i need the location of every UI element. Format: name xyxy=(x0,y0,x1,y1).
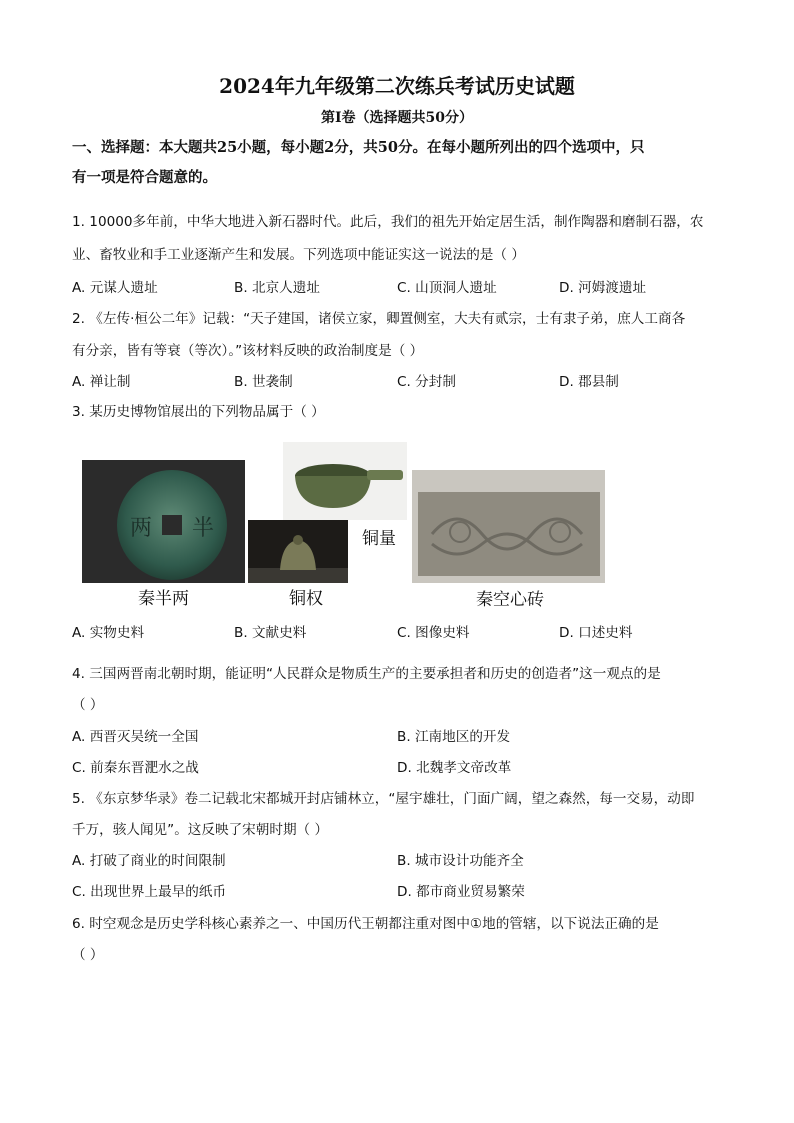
question-5-line-2: 千万，骇人闻见”。这反映了宋朝时期（ ） xyxy=(72,822,329,838)
question-1-line-1: 1. 10000多年前，中华大地进入新石器时代。此后，我们的祖先开始定居生活，制作陶器和磨制石器，农 xyxy=(72,214,704,230)
brick-illustration xyxy=(412,470,605,583)
page-subtitle: 第Ⅰ卷（选择题共50分） xyxy=(320,110,474,126)
measure-photo xyxy=(283,442,407,520)
weight-caption: 铜权 xyxy=(289,589,323,609)
question-1-line-2: 业、畜牧业和手工业逐渐产生和发展。下列选项中能证实这一说法的是（ ） xyxy=(72,247,525,263)
question-1-option-c: C. 山顶洞人遗址 xyxy=(397,280,497,296)
question-5-line-1: 5. 《东京梦华录》卷二记载北宋都城开封店铺林立，“屋宇雄壮，门面广阔，望之森然，每一交易，动即 xyxy=(72,791,695,807)
svg-text:半: 半 xyxy=(192,516,215,541)
question-1-option-b: B. 北京人遗址 xyxy=(234,280,320,296)
question-1-option-d: D. 河姆渡遗址 xyxy=(559,280,647,296)
question-4-option-c: C. 前秦东晋淝水之战 xyxy=(72,760,199,776)
question-6-line-1: 6. 时空观念是历史学科核心素养之一、中国历代王朝都注重对图中①地的管辖，以下说法正确的是 xyxy=(72,916,659,932)
question-2-option-c: C. 分封制 xyxy=(397,374,456,390)
question-5-option-c: C. 出现世界上最早的纸币 xyxy=(72,884,227,900)
coin-caption: 秦半两 xyxy=(138,589,189,609)
section-line-2: 有一项是符合题意的。 xyxy=(72,169,217,186)
weight-illustration xyxy=(248,520,348,583)
measure-caption: 铜量 xyxy=(362,529,396,549)
coin-photo xyxy=(82,460,245,583)
svg-text:两: 两 xyxy=(130,516,153,541)
measure-illustration xyxy=(283,442,407,520)
question-2-line-2: 有分亲，皆有等衰（等次）。”该材料反映的政治制度是（ ） xyxy=(72,343,424,359)
question-2-option-a: A. 禅让制 xyxy=(72,374,131,390)
brick-photo xyxy=(412,470,605,583)
question-3-option-c: C. 图像史料 xyxy=(397,625,470,641)
question-2-option-b: B. 世袭制 xyxy=(234,374,293,390)
question-6-line-2: （ ） xyxy=(72,947,104,963)
question-3-option-b: B. 文献史料 xyxy=(234,625,307,641)
brick-caption: 秦空心砖 xyxy=(476,590,544,610)
question-1-option-a: A. 元谋人遗址 xyxy=(72,280,158,296)
page-title: 2024年九年级第二次练兵考试历史试题 xyxy=(219,74,575,98)
question-3-line-1: 3. 某历史博物馆展出的下列物品属于（ ） xyxy=(72,404,325,420)
question-3-option-d: D. 口述史料 xyxy=(559,625,633,641)
question-5-option-b: B. 城市设计功能齐全 xyxy=(397,853,524,869)
section-instructions xyxy=(72,133,728,193)
section-line-1: 一、选择题：本大题共25小题，每小题2分，共50分。在每小题所列出的四个选项中，只 xyxy=(72,139,645,156)
question-5-option-a: A. 打破了商业的时间限制 xyxy=(72,853,226,869)
question-4-option-d: D. 北魏孝文帝改革 xyxy=(397,760,512,776)
question-5-option-d: D. 都市商业贸易繁荣 xyxy=(397,884,525,900)
question-4-line-1: 4. 三国两晋南北朝时期，能证明“人民群众是物质生产的主要承担者和历史的创造者”这一观点的是 xyxy=(72,666,661,682)
question-4-option-a: A. 西晋灭吴统一全国 xyxy=(72,729,199,745)
coin-illustration xyxy=(82,460,245,583)
question-4-option-b: B. 江南地区的开发 xyxy=(397,729,511,745)
question-3-option-a: A. 实物史料 xyxy=(72,625,145,641)
weight-photo xyxy=(248,520,348,583)
question-4-line-2: （ ） xyxy=(72,697,104,713)
question-2-line-1: 2. 《左传·桓公二年》记载：“天子建国，诸侯立家，卿置侧室，大夫有贰宗，士有隶子弟，庶人工商各 xyxy=(72,311,686,327)
question-2-option-d: D. 郡县制 xyxy=(559,374,619,390)
